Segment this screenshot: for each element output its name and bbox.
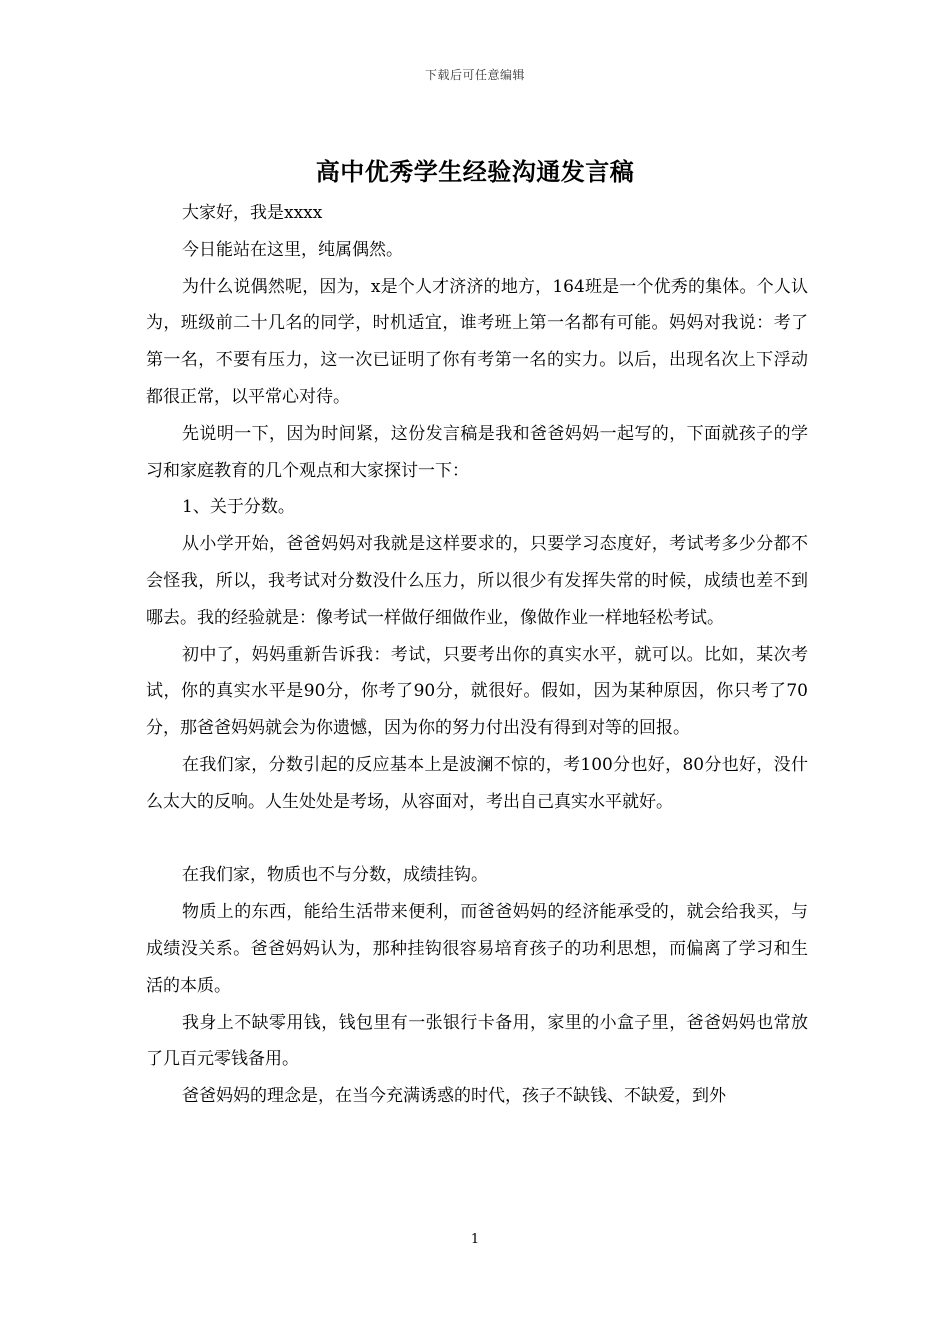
paragraph: 我身上不缺零用钱，钱包里有一张银行卡备用，家里的小盒子里，爸爸妈妈也常放了几百元零钱备用。 — [146, 1012, 808, 1070]
paragraph: 今日能站在这里，纯属偶然。 — [182, 239, 403, 260]
blank-line — [146, 821, 808, 858]
document-body — [146, 195, 808, 1115]
document-title: 高中优秀学生经验沟通发言稿 — [315, 157, 635, 186]
page-number: 1 — [470, 1232, 480, 1247]
paragraph: 初中了，妈妈重新告诉我：考试，只要考出你的真实水平，就可以。比如，某次考试，你的真实水平是90分，你考了90分，就很好。假如，因为某种原因，你只考了70分，那爸爸妈妈就会为你遗憾，因为你的努力付出没有得到对等的回报。 — [146, 644, 808, 739]
paragraph: 1、关于分数。 — [182, 497, 295, 518]
paragraph: 为什么说偶然呢，因为，x是个人才济济的地方，164班是一个优秀的集体。个人认为，班级前二十几名的同学，时机适宜，谁考班上第一名都有可能。妈妈对我说：考了第一名，不要有压力，这一次已证明了你有考第一名的实力。以后，出现名次上下浮动都很正常，以平常心对待。 — [146, 276, 808, 407]
page-header: 下载后可任意编辑 — [424, 68, 525, 82]
paragraph: 物质上的东西，能给生活带来便利，而爸爸妈妈的经济能承受的，就会给我买，与成绩没关系。爸爸妈妈认为，那种挂钩很容易培育孩子的功利思想，而偏离了学习和生活的本质。 — [146, 902, 808, 996]
paragraph: 从小学开始，爸爸妈妈对我就是这样要求的，只要学习态度好，考试考多少分都不会怪我，所以，我考试对分数没什么压力，所以很少有发挥失常的时候，成绩也差不到哪去。我的经验就是：像考试一样做仔细做作业，像做作业一样地轻松考试。 — [146, 534, 808, 628]
paragraph: 大家好，我是xxxx — [182, 203, 323, 223]
paragraph: 在我们家，物质也不与分数，成绩挂钩。 — [182, 865, 488, 886]
paragraph: 先说明一下，因为时间紧，这份发言稿是我和爸爸妈妈一起写的，下面就孩子的学习和家庭教育的几个观点和大家探讨一下： — [146, 423, 808, 481]
paragraph: 爸爸妈妈的理念是，在当今充满诱惑的时代，孩子不缺钱、不缺爱，到外 — [182, 1086, 726, 1107]
paragraph: 在我们家，分数引起的反应基本上是波澜不惊的，考100分也好，80分也好，没什么太大的反响。人生处处是考场，从容面对，考出自己真实水平就好。 — [146, 754, 808, 812]
